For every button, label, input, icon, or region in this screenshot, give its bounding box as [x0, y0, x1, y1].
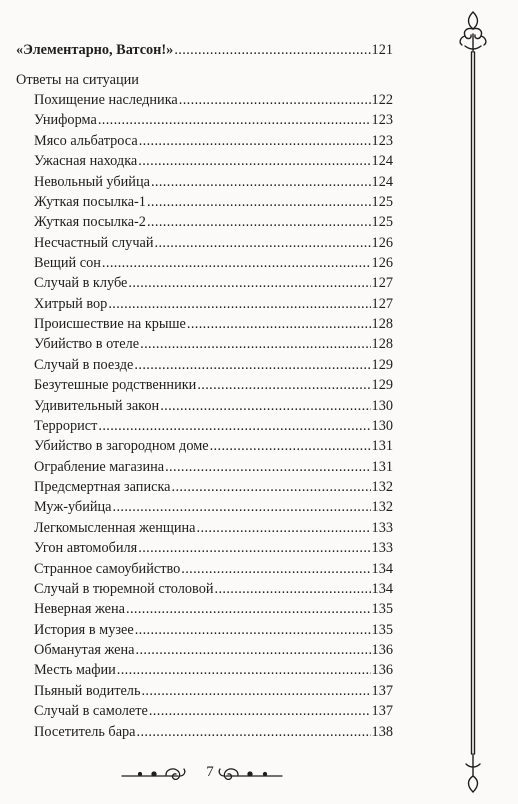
toc-entry: [34, 580, 393, 598]
toc-entry: [34, 173, 393, 191]
toc-entry-page: 131: [371, 438, 393, 455]
toc-entry-page: 133: [371, 540, 393, 557]
toc-entry-title: Посетитель бара: [34, 723, 136, 740]
toc-entry-page: 134: [371, 580, 393, 597]
toc-entry: [34, 498, 393, 516]
toc-entry: [34, 132, 393, 150]
toc-entry-title: Муж-убийца: [34, 499, 112, 516]
toc-entry: [34, 417, 393, 435]
dot-leader: [108, 295, 370, 313]
toc-entry-page: 132: [371, 479, 393, 495]
dot-leader: [210, 437, 371, 455]
dot-leader: [102, 254, 371, 272]
toc-entry-title: Странное самоубийство: [34, 560, 181, 577]
dot-leader: [98, 111, 371, 129]
dot-leader: [98, 417, 370, 435]
toc-entry-page: 125: [371, 214, 393, 231]
toc-entry-title: Случай в клубе: [34, 275, 128, 292]
toc-entry-page: 136: [371, 662, 393, 679]
toc-entry-page: 136: [371, 642, 393, 658]
toc-entry: [34, 519, 393, 537]
toc-entry: [34, 335, 393, 353]
dot-leader: [172, 478, 371, 496]
toc-entry-title: Хитрый вор: [34, 295, 108, 312]
toc-entry-title: Мясо альбатроса: [34, 132, 138, 149]
toc-entry-page: 128: [371, 336, 393, 353]
toc-entry-page: 128: [371, 316, 393, 333]
toc-entry: [34, 254, 393, 272]
dot-leader: [151, 173, 371, 191]
toc-entry: [34, 560, 393, 578]
toc-entry-title: Легкомысленная женщина: [34, 519, 196, 536]
toc-entry-book-title: [16, 41, 393, 59]
toc-entry-page: 124: [371, 173, 393, 190]
toc-entry: [34, 437, 393, 455]
dot-leader: [147, 213, 371, 231]
toc-entry-page: 127: [371, 275, 393, 292]
toc-entry: [34, 111, 393, 129]
dot-leader: [113, 498, 371, 516]
toc-entry-title: Похищение наследника: [34, 92, 178, 108]
dot-leader: [149, 702, 371, 720]
toc-entry: [34, 723, 393, 741]
toc-entry-title: Пьяный водитель: [34, 682, 141, 699]
toc-entry-title: Неверная жена: [34, 601, 126, 618]
toc-entry: [34, 315, 393, 333]
toc-entry-page: 123: [371, 132, 393, 149]
dot-leader: [139, 132, 371, 150]
toc-entry-page: 127: [371, 295, 393, 312]
scroll-ornament-border: [452, 6, 494, 798]
toc-entry-page: 129: [371, 377, 393, 394]
toc-entry-page: 125: [371, 193, 393, 210]
toc-entry: [34, 478, 393, 496]
toc-entry-title: Несчастный случай: [34, 234, 154, 251]
toc-entry-title: Случай в тюремной столовой: [34, 580, 214, 597]
toc-entry: [34, 213, 393, 231]
dot-leader: [135, 621, 371, 639]
dot-leader: [141, 682, 370, 700]
toc-entry: [34, 661, 393, 679]
toc-entry: [34, 397, 393, 415]
toc-entry-title: Ужасная находка: [34, 153, 138, 170]
toc-entry: [34, 539, 393, 557]
toc-entry-title: Месть мафии: [34, 662, 116, 679]
toc-entry-page: 130: [371, 417, 393, 434]
toc-entry-page: 122: [371, 92, 393, 108]
toc-entry-page: 137: [371, 703, 393, 720]
toc-entry: [34, 702, 393, 720]
toc-entry-title: Угон автомобиля: [34, 540, 138, 557]
toc-entry-title: Жуткая посылка-1: [34, 193, 146, 210]
toc-entry-title: Террорист: [34, 417, 98, 434]
toc-entry: [34, 641, 393, 659]
toc-entry-title: История в музее: [34, 621, 134, 638]
toc-entry-page: 124: [371, 153, 393, 170]
toc-entry-title: Случай в самолете: [34, 703, 148, 720]
toc-entry-title: Безутешные родственники: [34, 377, 197, 394]
dot-leader: [140, 335, 370, 353]
toc-entry-page: 123: [371, 112, 393, 129]
toc-entry-page: 130: [371, 397, 393, 414]
dot-leader: [197, 519, 371, 537]
section-heading: Ответы на ситуации: [16, 72, 139, 88]
dot-leader: [160, 397, 370, 415]
dot-leader: [155, 234, 371, 252]
toc-entry-page: 138: [371, 723, 393, 740]
dot-leader: [197, 376, 370, 394]
dot-leader: [165, 458, 370, 476]
toc-entry: [34, 356, 393, 374]
toc-entry: [34, 621, 393, 639]
dot-leader: [137, 723, 371, 741]
toc-entry-page: 126: [371, 255, 393, 271]
toc-entry-title: Униформа: [34, 112, 97, 129]
toc-entry-page: 132: [371, 499, 393, 516]
dot-leader: [136, 641, 371, 659]
toc-entry-title: Убийство в загородном доме: [34, 438, 209, 455]
dot-leader: [138, 539, 370, 557]
dot-leader: [138, 152, 370, 170]
dot-leader: [134, 356, 370, 374]
page-number: 7: [206, 764, 214, 780]
toc-entry-page: 133: [371, 519, 393, 536]
dot-leader: [181, 560, 370, 578]
toc-entry-title: Вещий сон: [34, 255, 101, 271]
dot-leader: [126, 600, 371, 618]
toc-entry-page: 135: [371, 601, 393, 618]
toc-entry-page: 131: [371, 458, 393, 475]
dot-leader: [174, 41, 370, 59]
toc-entry: [34, 458, 393, 476]
toc-entry-title: Невольный убийца: [34, 173, 150, 190]
toc-entry-title: Предсмертная записка: [34, 479, 171, 495]
toc-entry: [34, 295, 393, 313]
toc-entry-page: 129: [371, 356, 393, 373]
toc-entry-title: Ограбление магазина: [34, 458, 165, 475]
toc-entry: [34, 682, 393, 700]
dot-leader: [128, 274, 370, 292]
toc-entry-title: Убийство в отеле: [34, 336, 140, 353]
toc-entry-page: 126: [371, 234, 393, 251]
toc-entry-page: 121: [371, 42, 393, 58]
toc-entry: [34, 152, 393, 170]
toc-entry-page: 137: [371, 682, 393, 699]
toc-entry: [34, 600, 393, 618]
toc-entry-page: 134: [371, 560, 393, 577]
dot-leader: [215, 580, 371, 598]
toc-entry: [34, 274, 393, 292]
toc-entry-title: Случай в поезде: [34, 356, 134, 373]
toc-entry: [34, 376, 393, 394]
dot-leader: [187, 315, 371, 333]
dot-leader: [147, 193, 371, 211]
toc-entry-title: Происшествие на крыше: [34, 316, 186, 333]
dot-leader: [117, 661, 371, 679]
toc-entry-title: Удивительный закон: [34, 397, 160, 414]
dot-leader: [179, 91, 371, 109]
toc-entry-title: «Элементарно, Ватсон!»: [16, 42, 174, 58]
toc-entry: [34, 234, 393, 252]
toc-entry: [34, 193, 393, 211]
toc-entry: [34, 91, 393, 109]
toc-entry-title: Обманутая жена: [34, 642, 135, 658]
toc-entry-title: Жуткая посылка-2: [34, 214, 146, 231]
toc-entry-page: 135: [371, 621, 393, 638]
